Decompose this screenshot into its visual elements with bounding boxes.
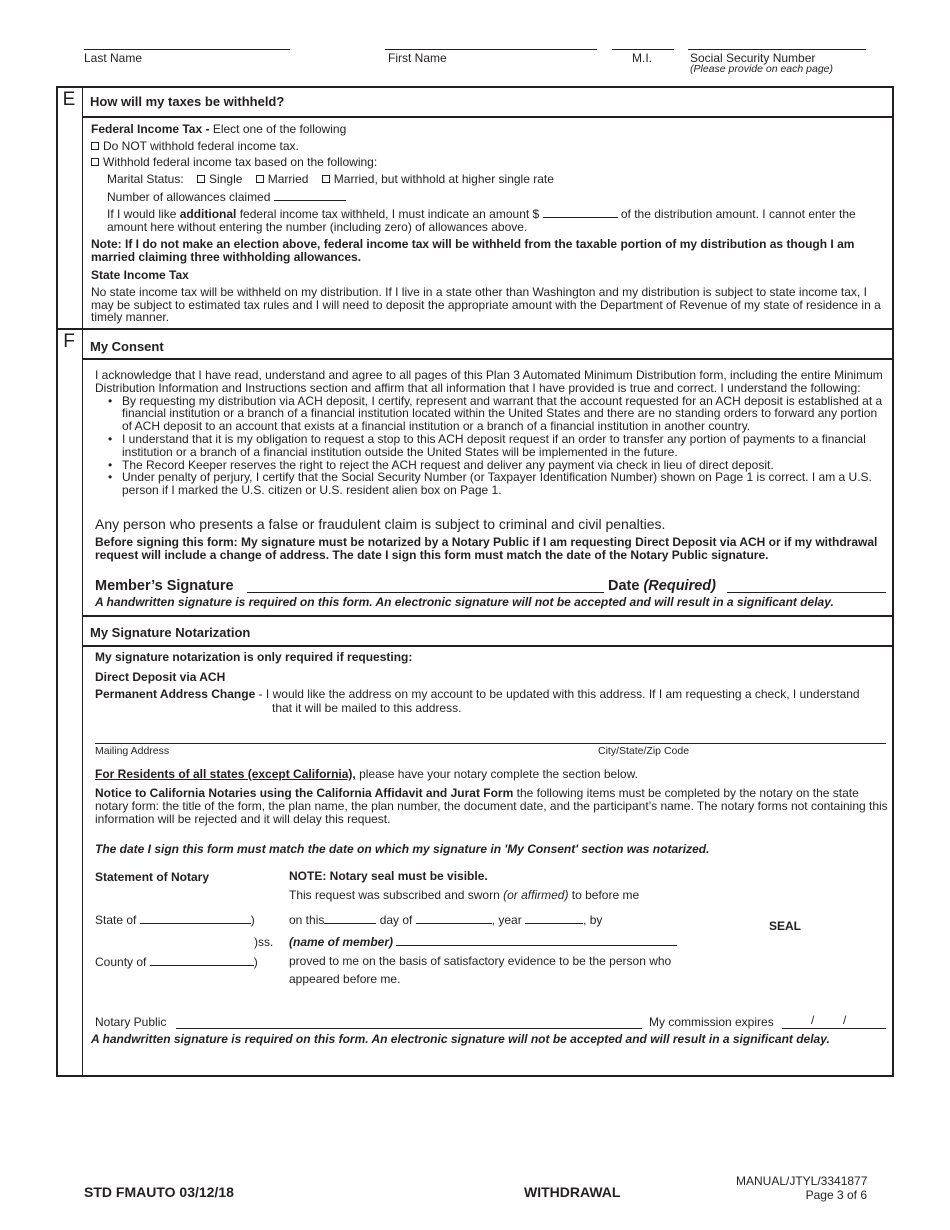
notary-signature-line[interactable] [176,1028,642,1029]
county-of-row: County of ) [95,955,258,969]
penalty-statement: Any person who presents a false or fraudulent claim is subject to criminal and civil penalties. [95,516,666,532]
option-no-withhold[interactable]: Do NOT withhold federal income tax. [91,140,299,153]
signature-date-line[interactable] [727,592,886,593]
date-match-notice: The date I sign this form must match the date on which my signature in 'My Consent' section was notarized. [95,842,710,856]
state-tax-heading: State Income Tax [91,268,189,282]
commission-slash: / [843,1013,847,1027]
section-e-title: How will my taxes be withheld? [90,94,285,109]
commission-label: My commission expires [649,1015,774,1029]
section-f-letter: F [63,331,75,352]
last-name-label: Last Name [84,51,143,65]
married-checkbox[interactable] [256,175,264,183]
appeared-text: appeared before me. [289,972,401,986]
member-signature-label: Member’s Signature [95,578,234,594]
consent-bullet: • The Record Keeper reserves the right to reject the ACH request and deliver any payment via check in lieu of direct deposit. [122,459,890,472]
marital-status-row: Marital Status: Single Married Married, but withhold at higher single rate [107,172,554,186]
state-tax-text: No state income tax will be withheld on my distribution. If I live in a state other than Washington and my distribution is subject to state income tax, I may be subject to estimated tax rules and I will need to deposit the appropriate amount with the Department of Revenue of my state of residence in a timely manner. [91,285,881,324]
federal-note: Note: If I do not make an election above, federal income tax will be withheld from the taxable portion of my distribution as though I am married claiming three withholding allowances. [91,237,855,264]
page-number: Page 3 of 6 [805,1188,867,1202]
date-required-label: Date (Required) [608,578,716,594]
additional-amount-field[interactable] [543,207,618,218]
ssn-label: Social Security Number [690,51,816,65]
commission-date-line[interactable] [782,1028,886,1029]
on-this-row: on this day of , year , by [289,913,603,927]
day-field[interactable] [324,913,376,924]
allowances-row: Number of allowances claimed [107,190,346,204]
state-of-row: State of ) [95,913,255,927]
mi-label: M.I. [632,51,652,65]
consent-intro: I acknowledge that I have read, understand and agree to all pages of this Plan 3 Automated Minimum Distribution form, including the entire Minimum Distribution Information and Instructions section and affirm that all information that I have provided is true and correct. I understand the following: [95,368,883,395]
consent-bullet: • Under penalty of perjury, I certify that the Social Security Number (or Taxpayer Identification Number) shown on Page 1 is correct. I am a U.S. person if I marked the U.S. citizen or U.S. resident alien box on Page 1. [122,471,890,497]
notarize-note: Before signing this form: My signature must be notarized by a Notary Public if I am requesting Direct Deposit via ACH or if my withdrawal request will include a change of address. The date I sign this form must match the date of the Notary Public signature. [95,535,878,562]
state-of-field[interactable] [140,913,251,924]
additional-withholding-line2: amount here without entering the number (including zero) of allowances above. [107,220,528,234]
first-name-label: First Name [388,51,447,65]
year-field[interactable] [525,913,583,924]
consent-text [95,369,890,497]
permanent-address-line2: that it will be mailed to this address. [272,701,462,715]
additional-withholding-row: If I would like additional federal income tax withheld, I must indicate an amount $ of the distribution amount. I cannot enter the [107,207,856,221]
federal-tax-heading: Federal Income Tax - Elect one of the following [91,122,347,136]
handwritten-notice: A handwritten signature is required on this form. An electronic signature will not be accepted and will result in a significant delay. [95,595,834,609]
notary-public-label: Notary Public [95,1015,167,1029]
california-notice: Notice to California Notaries using the California Affidavit and Jurat Form the following items must be completed by the notary on the state notary form: the title of the form, the plan name, the plan number, the document date, and the participant’s name. The notary forms not containing this information will be rejected and it will delay this request. [95,786,888,826]
name-of-member-row: (name of member) [289,935,677,949]
document-code: MANUAL/JTYL/3341877 [736,1174,868,1188]
option-withhold[interactable]: Withhold federal income tax based on the following: [91,156,377,169]
section-f-title: My Consent [90,339,164,354]
subscribed-text: This request was subscribed and sworn (or affirmed) to before me [289,888,640,902]
section-e-letter: E [62,89,76,110]
seal-label: SEAL [769,919,802,933]
withdrawal-label: WITHDRAWAL [524,1184,621,1200]
residents-notice: For Residents of all states (except California), please have your notary complete the section below. [95,767,638,781]
withhold-checkbox[interactable] [91,158,99,166]
county-of-field[interactable] [150,955,254,966]
consent-bullet: • By requesting my distribution via ACH deposit, I certify, represent and warrant that the account requested for an ACH deposit is established at a financial institution or a branch of a financial institution located within the United States and there are no standing orders to forward any portion of ACH deposit to an account that exists at a financial institution or a branch of a financial institution in another country. [122,395,890,433]
seal-visible-note: NOTE: Notary seal must be visible. [289,869,488,883]
notary-handwritten-notice: A handwritten signature is required on this form. An electronic signature will not be accepted and will result in a significant delay. [91,1032,830,1046]
proved-text: proved to me on the basis of satisfactory evidence to be the person who [289,954,672,968]
married-higher-checkbox[interactable] [322,175,330,183]
ss-label: )ss. [254,935,274,949]
ssn-note: (Please provide on each page) [690,63,834,75]
consent-bullets [95,395,890,497]
allowances-field[interactable] [274,190,346,201]
member-signature-line[interactable] [247,592,604,593]
notarization-title: My Signature Notarization [90,625,251,640]
notarization-required: My signature notarization is only required if requesting: [95,650,413,664]
month-field[interactable] [416,913,492,924]
consent-bullet: • I understand that it is my obligation to request a stop to this ACH deposit request if an order to transfer any portion of payments to a financial institution or a branch of a financial institution outside the United States will be implemented in the future. [122,433,890,459]
single-checkbox[interactable] [197,175,205,183]
member-name-field[interactable] [396,935,677,946]
form-id: STD FMAUTO 03/12/18 [84,1184,234,1200]
direct-deposit-label: Direct Deposit via ACH [95,670,226,684]
mailing-address-line[interactable] [95,743,886,744]
no-withhold-checkbox[interactable] [91,142,99,150]
mailing-address-label: Mailing Address [95,745,170,757]
permanent-address-row: Permanent Address Change - I would like the address on my account to be updated with this address. If I am requesting a check, I understand [95,687,860,701]
statement-of-notary: Statement of Notary [95,870,210,884]
city-state-zip-label: City/State/Zip Code [598,745,690,757]
commission-slash: / [811,1013,815,1027]
